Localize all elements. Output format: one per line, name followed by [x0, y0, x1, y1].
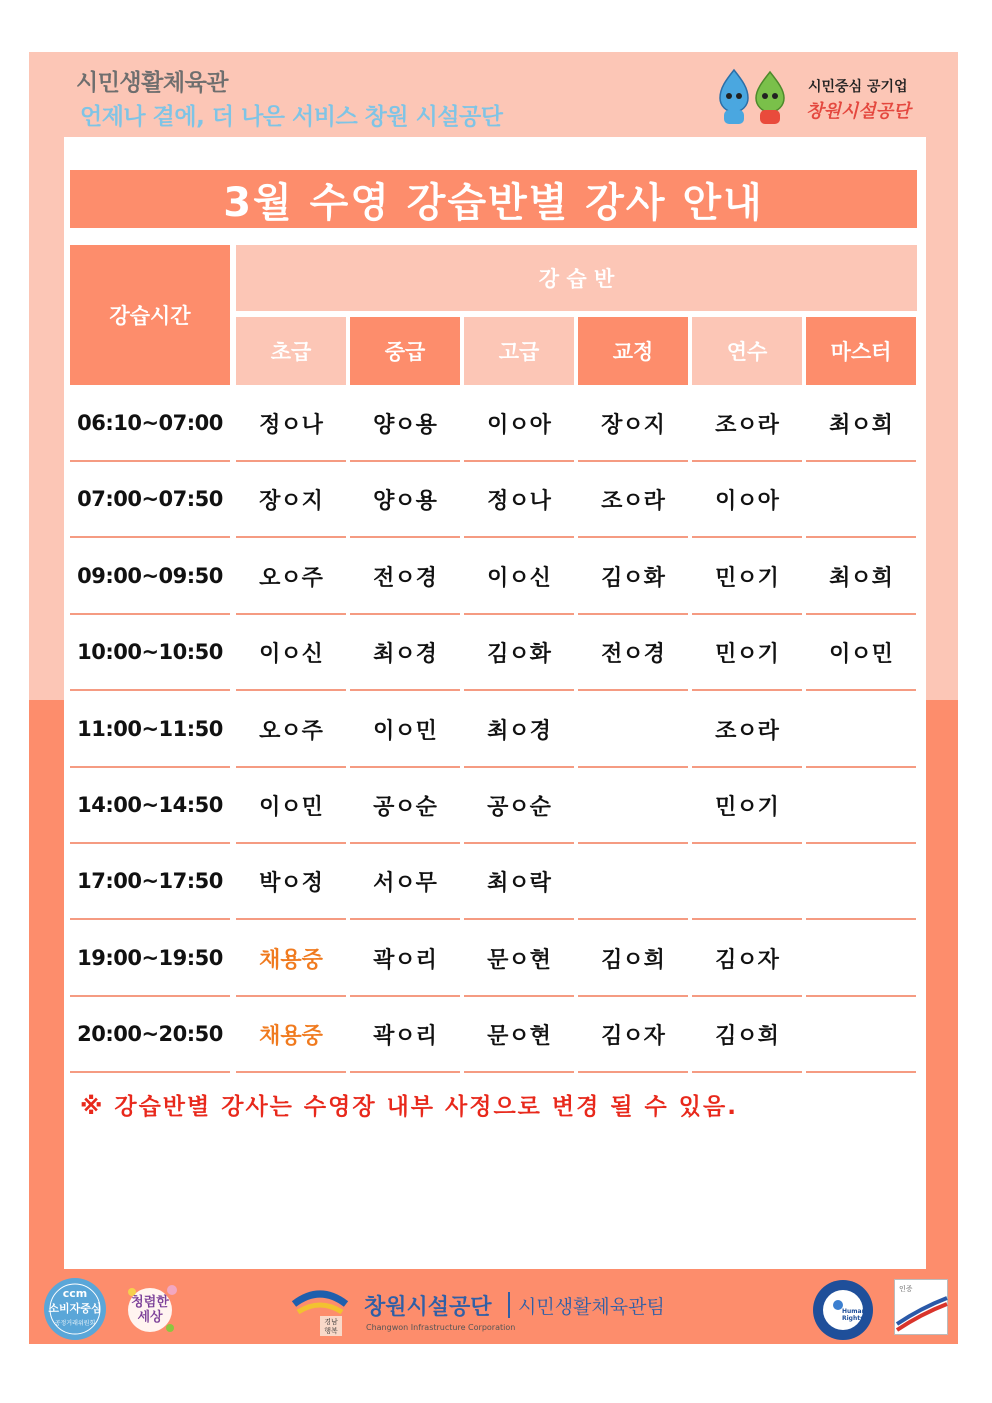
- instructor-cell: [578, 615, 688, 691]
- instructor-name: 최ㅇ경: [487, 717, 551, 744]
- instructor-cell: [578, 539, 688, 615]
- human-rights-logo: [812, 1279, 874, 1341]
- instructor-cell: [806, 539, 916, 615]
- instructor-cell: [350, 539, 460, 615]
- instructor-cell: [692, 692, 802, 768]
- instructor-name: 전ㅇ경: [601, 640, 665, 667]
- time-cell: [70, 615, 230, 691]
- corp-emblem-text: 경남 행복: [324, 1318, 338, 1335]
- instructor-name: 최ㅇ락: [487, 869, 551, 896]
- column-header-label: 마스터: [830, 340, 892, 364]
- human-rights-label: Human Rights: [842, 1308, 866, 1322]
- column-header-label: 중급: [384, 340, 426, 364]
- class-group-header: [236, 245, 917, 311]
- footer-divider: [508, 1292, 510, 1318]
- instructor-cell: [350, 386, 460, 462]
- instructor-cell: [578, 768, 688, 844]
- time-cell: [70, 692, 230, 768]
- instructor-name: 장ㅇ지: [259, 487, 323, 514]
- instructor-cell: [806, 386, 916, 462]
- time-label: 09:00~09:50: [77, 564, 223, 588]
- instructor-name: 공ㅇ순: [373, 793, 437, 820]
- corp-name: 창원시설공단: [364, 1294, 492, 1320]
- instructor-name: 조ㅇ라: [715, 411, 779, 438]
- clean-world-label: 청렴한 세상: [131, 1295, 169, 1325]
- instructor-name: 김ㅇ자: [715, 946, 779, 973]
- slogan: 언제나 곁에, 더 나은 서비스 창원 시설공단: [80, 104, 503, 130]
- instructor-cell: [578, 921, 688, 997]
- instructor-name: 문ㅇ현: [487, 946, 551, 973]
- time-cell: [70, 844, 230, 920]
- instructor-name: 최ㅇ희: [829, 411, 893, 438]
- column-header-label: 교정: [612, 340, 654, 364]
- instructor-name: 민ㅇ기: [715, 793, 779, 820]
- instructor-cell: [236, 386, 346, 462]
- time-label: 14:00~14:50: [77, 793, 223, 817]
- corp-emblem: [290, 1282, 350, 1338]
- instructor-name: 김ㅇ화: [487, 640, 551, 667]
- time-cell: [70, 768, 230, 844]
- instructor-name: 김ㅇ희: [715, 1022, 779, 1049]
- instructor-name: 김ㅇ자: [601, 1022, 665, 1049]
- time-label: 20:00~20:50: [77, 1022, 223, 1046]
- instructor-name: 양ㅇ용: [373, 411, 437, 438]
- notice-text: ※ 강습반별 강사는 수영장 내부 사정으로 변경 될 수 있음.: [80, 1094, 738, 1120]
- instructor-name: 민ㅇ기: [715, 640, 779, 667]
- instructor-name: 이ㅇ아: [487, 411, 551, 438]
- instructor-cell: [464, 768, 574, 844]
- instructor-cell: [464, 615, 574, 691]
- time-label: 19:00~19:50: [77, 946, 223, 970]
- instructor-name: 민ㅇ기: [715, 564, 779, 591]
- instructor-cell: [692, 997, 802, 1073]
- instructor-cell: [350, 997, 460, 1073]
- instructor-cell: [464, 844, 574, 920]
- column-header-label: 초급: [270, 340, 312, 364]
- ccm-sub-label: 공정거래위원회: [54, 1320, 96, 1327]
- instructor-cell: [578, 997, 688, 1073]
- instructor-name: 이ㅇ민: [373, 717, 437, 744]
- instructor-cell: [350, 615, 460, 691]
- mascot-logo: [712, 66, 798, 128]
- instructor-cell: [692, 386, 802, 462]
- brand-script-logo: 창원시설공단: [806, 101, 911, 122]
- instructor-cell: [692, 539, 802, 615]
- column-header: [692, 317, 802, 385]
- instructor-cell: [578, 692, 688, 768]
- time-label: 07:00~07:50: [77, 487, 223, 511]
- org-name: 시민생활체육관: [76, 70, 229, 96]
- instructor-cell: [806, 844, 916, 920]
- instructor-name: 최ㅇ희: [829, 564, 893, 591]
- class-group-label: 강 습 반: [538, 267, 615, 291]
- instructor-cell: [464, 997, 574, 1073]
- instructor-cell: [236, 921, 346, 997]
- time-label: 17:00~17:50: [77, 869, 223, 893]
- instructor-cell: [236, 615, 346, 691]
- corp-english-name: Changwon Infrastructure Corporation: [366, 1323, 516, 1332]
- instructor-cell: [692, 921, 802, 997]
- instructor-name: 양ㅇ용: [373, 487, 437, 514]
- instructor-name: 이ㅇ신: [487, 564, 551, 591]
- instructor-name: 문ㅇ현: [487, 1022, 551, 1049]
- instructor-cell: [806, 997, 916, 1073]
- instructor-cell: [236, 539, 346, 615]
- instructor-name: 오ㅇ주: [259, 564, 323, 591]
- instructor-name: 정ㅇ나: [259, 411, 323, 438]
- instructor-cell: [464, 692, 574, 768]
- instructor-name: 조ㅇ라: [601, 487, 665, 514]
- time-cell: [70, 921, 230, 997]
- instructor-cell: [236, 462, 346, 538]
- instructor-name: 전ㅇ경: [373, 564, 437, 591]
- time-header: [70, 245, 230, 385]
- instructor-name: 정ㅇ나: [487, 487, 551, 514]
- clean-world-logo: [122, 1280, 184, 1338]
- certification-logo: [894, 1279, 948, 1335]
- instructor-name: 채용중: [259, 946, 323, 973]
- instructor-cell: [806, 921, 916, 997]
- instructor-name: 이ㅇ신: [259, 640, 323, 667]
- column-header: [236, 317, 346, 385]
- instructor-name: 김ㅇ희: [601, 946, 665, 973]
- instructor-cell: [578, 844, 688, 920]
- instructor-cell: [692, 844, 802, 920]
- instructor-name: 곽ㅇ리: [373, 1022, 437, 1049]
- instructor-cell: [350, 921, 460, 997]
- instructor-cell: [578, 462, 688, 538]
- instructor-name: 이ㅇ민: [259, 793, 323, 820]
- instructor-cell: [806, 768, 916, 844]
- instructor-cell: [350, 768, 460, 844]
- instructor-name: 공ㅇ순: [487, 793, 551, 820]
- ccm-logo: [42, 1276, 108, 1342]
- instructor-cell: [464, 921, 574, 997]
- instructor-cell: [350, 462, 460, 538]
- column-header: [806, 317, 916, 385]
- ccm-label: 소비자중심: [48, 1302, 102, 1315]
- instructor-cell: [350, 692, 460, 768]
- time-cell: [70, 462, 230, 538]
- instructor-name: 오ㅇ주: [259, 717, 323, 744]
- ccm-top-text: ccm: [62, 1287, 88, 1300]
- instructor-cell: [806, 462, 916, 538]
- instructor-cell: [692, 462, 802, 538]
- instructor-name: 조ㅇ라: [715, 717, 779, 744]
- time-label: 10:00~10:50: [77, 640, 223, 664]
- brand-tagline: 시민중심 공기업: [808, 79, 908, 95]
- instructor-name: 이ㅇ민: [829, 640, 893, 667]
- instructor-name: 최ㅇ경: [373, 640, 437, 667]
- instructor-cell: [350, 844, 460, 920]
- column-header: [350, 317, 460, 385]
- instructor-name: 김ㅇ화: [601, 564, 665, 591]
- instructor-cell: [236, 692, 346, 768]
- instructor-cell: [692, 768, 802, 844]
- time-label: 06:10~07:00: [77, 411, 223, 435]
- time-cell: [70, 386, 230, 462]
- instructor-cell: [236, 844, 346, 920]
- instructor-cell: [692, 615, 802, 691]
- column-header: [464, 317, 574, 385]
- instructor-cell: [464, 539, 574, 615]
- instructor-cell: [806, 615, 916, 691]
- page-title: 3월 수영 강습반별 강사 안내: [223, 179, 764, 226]
- instructor-name: 이ㅇ아: [715, 487, 779, 514]
- corp-team: 시민생활체육관팀: [518, 1296, 665, 1318]
- time-label: 11:00~11:50: [77, 717, 223, 741]
- column-header-label: 연수: [726, 340, 768, 364]
- instructor-name: 서ㅇ무: [373, 869, 437, 896]
- instructor-cell: [464, 386, 574, 462]
- instructor-cell: [464, 462, 574, 538]
- title-bar: [70, 170, 917, 228]
- instructor-name: 박ㅇ정: [259, 869, 323, 896]
- column-header: [578, 317, 688, 385]
- instructor-name: 장ㅇ지: [601, 411, 665, 438]
- certification-label: 인증: [899, 1285, 913, 1293]
- instructor-cell: [236, 768, 346, 844]
- time-cell: [70, 997, 230, 1073]
- time-header-label: 강습시간: [109, 304, 191, 328]
- instructor-name: 곽ㅇ리: [373, 946, 437, 973]
- instructor-name: 채용중: [259, 1022, 323, 1049]
- instructor-cell: [236, 997, 346, 1073]
- instructor-cell: [806, 692, 916, 768]
- time-cell: [70, 539, 230, 615]
- instructor-cell: [578, 386, 688, 462]
- column-header-label: 고급: [498, 340, 540, 364]
